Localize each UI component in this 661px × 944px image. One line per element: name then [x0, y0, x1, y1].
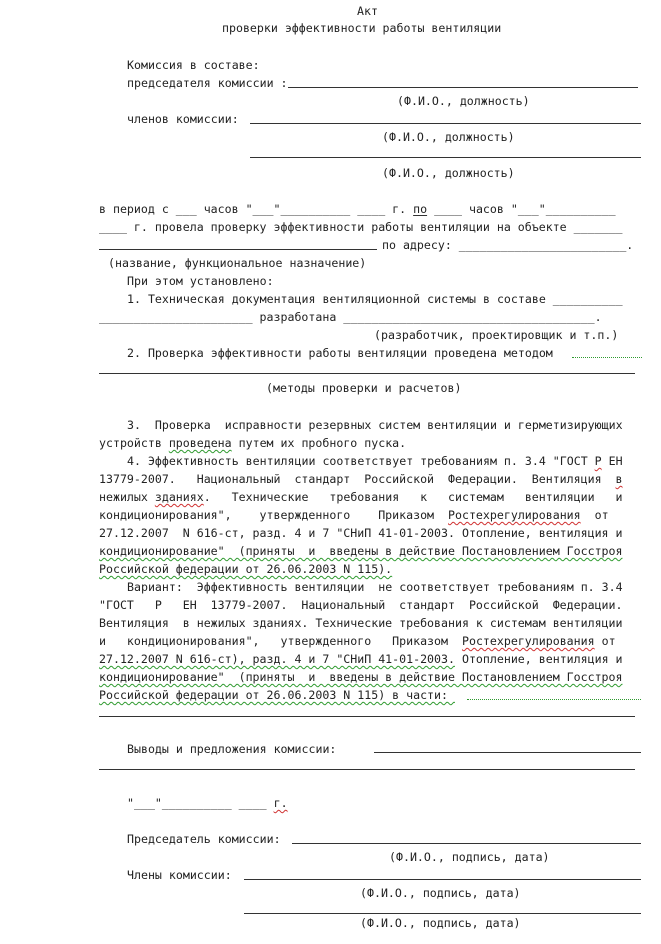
sign-members-fill-line-1[interactable]: [244, 879, 641, 880]
item-4-l4-a: кондиционирования", утвержденного Приказом: [99, 508, 435, 522]
variant-line-1: Вариант: Эффективность вентиляции не соответствует требованиям п. 3.4: [127, 580, 623, 594]
object-hint: (название, функциональное назначение): [108, 256, 367, 270]
item-3-word-3: путем их пробного пуска.: [238, 436, 407, 450]
variant-l4-a: и кондиционирования", утвержденного Приказом: [99, 634, 449, 648]
sign-chair-fill-line[interactable]: [292, 843, 641, 844]
item-4-line-5: 27.12.2007 N 616-ст, разд. 4 и 7 "СНиП 41-01-2003. Отопление, вентиляция и: [99, 526, 623, 540]
item-4-line-2: [99, 472, 623, 486]
item-1-hint: (разработчик, проектировщик и т.п.): [374, 328, 619, 342]
chair-fill-line[interactable]: [288, 87, 638, 88]
item-4-l3-c: . Технические требования к системам вентиляции и: [203, 490, 623, 504]
chair-hint: (Ф.И.О., должность): [397, 94, 530, 108]
item-1-line-2: ______________________ разработана ____________________________________.: [99, 310, 602, 324]
period-po: по: [413, 202, 428, 216]
doc-title: Акт: [357, 4, 378, 18]
variant-line-7: Российской федерации от 26.06.2003 N 115) в части:: [99, 688, 455, 702]
item-2-fill-line[interactable]: [99, 373, 635, 374]
item-4-l1-r: Р: [594, 454, 602, 468]
chair-label: председателя комиссии :: [127, 76, 288, 90]
sign-chair-hint: (Ф.И.О., подпись, дата): [389, 850, 550, 864]
variant-line-3: Вентиляция в нежилых зданиях. Технические требования к системам вентиляции: [99, 616, 623, 630]
conclusions-fill-line-2[interactable]: [99, 769, 635, 770]
period-line-1: [99, 202, 616, 216]
members-fill-line-2[interactable]: [250, 157, 641, 158]
item-3-word-1: устройств: [99, 436, 162, 450]
sign-members-fill-line-2[interactable]: [244, 913, 641, 914]
date-blank: "___"__________ ____: [127, 796, 267, 810]
item-4-line-6: кондиционирование" (приняты и введены в действие Постановлением Госстроя: [99, 544, 623, 558]
variant-line-5: [99, 652, 623, 666]
item-4-line-4: [99, 508, 609, 522]
object-fill-line[interactable]: [99, 249, 377, 250]
item-2-fill-dotted[interactable]: [572, 357, 642, 358]
variant-line-4: [99, 634, 616, 648]
variant-fill-dotted[interactable]: [467, 699, 641, 700]
item-4-line-3: [99, 490, 623, 504]
item-4-l3-a: нежилых: [99, 490, 148, 504]
item-4-l4-b: Ростехрегулирования: [448, 508, 581, 522]
item-1-line-1: 1. Техническая документация вентиляционной системы в составе __________: [127, 292, 623, 306]
item-4-l1-a: 4. Эффективность вентиляции соответствует требованиям п. 3.4 "ГОСТ: [127, 454, 588, 468]
period-line-2: ____ г. провела проверку эффективности работы вентиляции на объекте _______: [99, 220, 623, 234]
variant-l4-c: от: [601, 634, 616, 648]
item-3-line-1: 3. Проверка исправности резервных систем вентиляции и герметизирующих: [127, 418, 623, 432]
members-hint-1: (Ф.И.О., должность): [382, 130, 515, 144]
members-hint-2: (Ф.И.О., должность): [382, 166, 515, 180]
variant-line-6: кондиционирование" (приняты и введены в действие Постановлением Госстроя: [99, 670, 623, 684]
sign-members-label: Члены комиссии:: [127, 868, 232, 882]
period-line-1-start: в период с ___ часов "___"__________ ____ г.: [99, 202, 407, 216]
item-4-l2-text: 13779-2007. Национальный стандарт Российской Федерации. Вентиляция: [99, 472, 602, 486]
item-4-l4-c: от: [594, 508, 609, 522]
item-3-word-2: проведена: [168, 436, 232, 450]
item-4-line-1: [127, 454, 623, 468]
date-line: [127, 796, 288, 810]
conclusions-label: Выводы и предложения комиссии:: [127, 742, 337, 756]
variant-l4-b: Ростехрегулирования: [461, 634, 595, 648]
sign-members-hint-2: (Ф.И.О., подпись, дата): [360, 916, 521, 930]
established-label: При этом установлено:: [127, 274, 274, 288]
variant-line-2: "ГОСТ Р ЕН 13779-2007. Национальный стандарт Российской Федерации.: [99, 598, 623, 612]
item-4-l1-en: ЕН: [608, 454, 623, 468]
variant-fill-line[interactable]: [99, 716, 635, 717]
item-3-line-2: [99, 436, 406, 450]
date-year-suffix: г.: [273, 796, 288, 810]
conclusions-fill-line-1[interactable]: [374, 752, 641, 753]
item-4-line-7: Российской федерации от 26.06.2003 N 115).: [99, 562, 393, 576]
commission-label: Комиссия в составе:: [127, 58, 260, 72]
variant-l5-b: Отопление, вентиляция и: [461, 652, 623, 666]
item-4-l3-b: зданиях: [154, 490, 204, 504]
members-label: членов комиссии:: [127, 112, 239, 126]
sign-members-hint-1: (Ф.И.О., подпись, дата): [360, 886, 521, 900]
variant-l5-a: 27.12.2007 N 616-ст), разд. 4 и 7 "СНиП 41-01-2003.: [99, 652, 455, 666]
sign-chair-label: Председатель комиссии:: [127, 832, 281, 846]
item-4-l2-v: в: [615, 472, 623, 486]
members-fill-line-1[interactable]: [250, 123, 641, 124]
doc-subtitle: проверки эффективности работы вентиляции: [222, 21, 502, 35]
item-2-hint: (методы проверки и расчетов): [266, 381, 462, 395]
period-line-1-end: ____ часов "___"__________: [434, 202, 616, 216]
item-2-line-1: 2. Проверка эффективности работы вентиляции проведена методом: [127, 346, 553, 360]
address-label: по адресу: ________________________.: [382, 238, 634, 252]
